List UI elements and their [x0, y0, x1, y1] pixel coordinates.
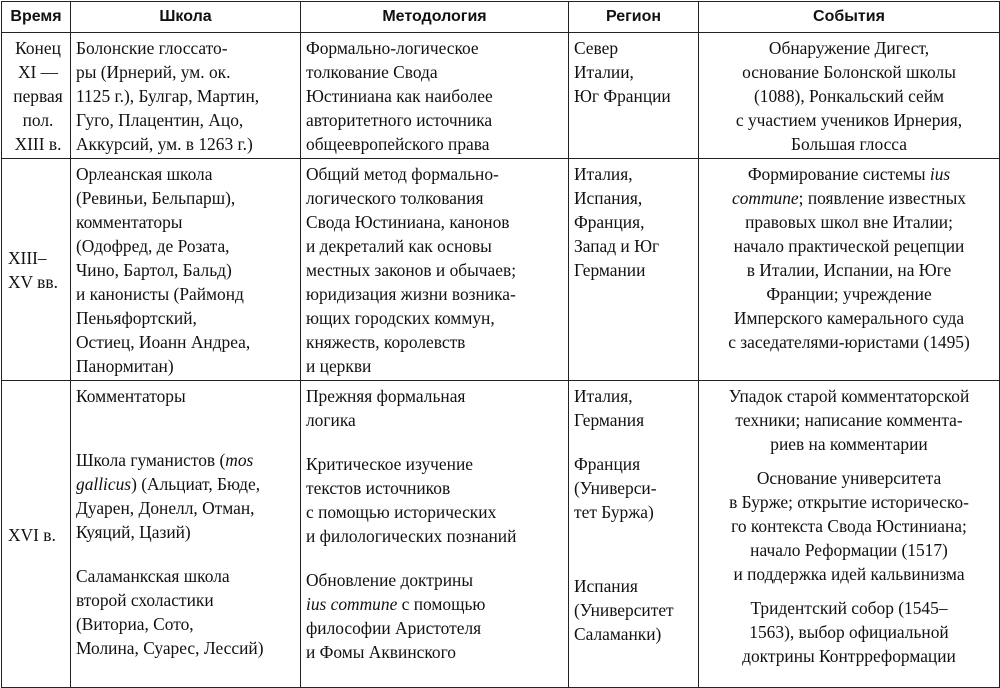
time-cell: XIII– XV вв.: [2, 159, 71, 381]
header-school: Школа: [71, 2, 301, 33]
school-cell: Орлеанская школа (Ревиньи, Бельпарш), комментаторы (Одофред, де Розата, Чино, Бартол, Бальд) и канонисты (Раймонд Пеньяфортский, Остиец, Иоанн Андреа, Панормитан): [71, 159, 301, 381]
events-cell: Формирование системы ius commune; появление известных правовых школ вне Италии; начало практической рецепции в Италии, Испании, на Юге Франции; учреждение Имперского камерального суда с заседателями-юристами (1495): [699, 159, 1000, 381]
time-cell: Конец XI — первая пол. XIII в.: [2, 33, 71, 159]
history-table: [1, 1, 1000, 688]
header-row: [2, 2, 1000, 33]
school-cell: Комментаторы Школа гуманистов (mos gallicus) (Альциат, Бюде, Дуарен, Донелл, Отман, Куяций, Цазий) Саламанкская школа второй схоластики (Виториа, Сото, Молина, Суарес, Лессий): [71, 381, 301, 688]
header-methodology: Методология: [301, 2, 569, 33]
methodology-cell: Общий метод формально- логического толкования Свода Юстиниана, канонов и декреталий как основы местных законов и обычаев; юридизация жизни возника- ющих городских коммун, княжеств, королевств и церкви: [301, 159, 569, 381]
methodology-cell: Прежняя формальная логика Критическое изучение текстов источников с помощью исторических и филологических познаний Обновление доктрины ius commune с помощью философии Аристотеля и Фомы Аквинского: [301, 381, 569, 688]
region-cell: Север Италии, Юг Франции: [569, 33, 699, 159]
header-region: Регион: [569, 2, 699, 33]
region-cell: Италия, Испания, Франция, Запад и Юг Германии: [569, 159, 699, 381]
header-events: События: [699, 2, 1000, 33]
table-row: [2, 381, 1000, 688]
region-cell: Италия, Германия Франция (Универси- тет Буржа) Испания (Университет Саламанки): [569, 381, 699, 688]
table-row: [2, 33, 1000, 159]
header-time: Время: [2, 2, 71, 33]
time-cell: XVI в.: [2, 381, 71, 688]
school-cell: Болонские глоссато- ры (Ирнерий, ум. ок. 1125 г.), Булгар, Мартин, Гуго, Плацентин, Ацо, Аккурсий, ум. в 1263 г.): [71, 33, 301, 159]
events-cell: Упадок старой комментаторской техники; написание коммента- риев на комментарии Основание университета в Бурже; открытие историческо- го контекста Свода Юстиниана; начало Реформации (1517) и поддержка идей кальвинизма Тридентский собор (1545– 1563), выбор официальной доктрины Контрреформации: [699, 381, 1000, 688]
events-cell: Обнаружение Дигест, основание Болонской школы (1088), Ронкальский сейм с участием учеников Ирнерия, Большая глосса: [699, 33, 1000, 159]
table-row: [2, 159, 1000, 381]
methodology-cell: Формально-логическое толкование Свода Юстиниана как наиболее авторитетного источника общеевропейского права: [301, 33, 569, 159]
